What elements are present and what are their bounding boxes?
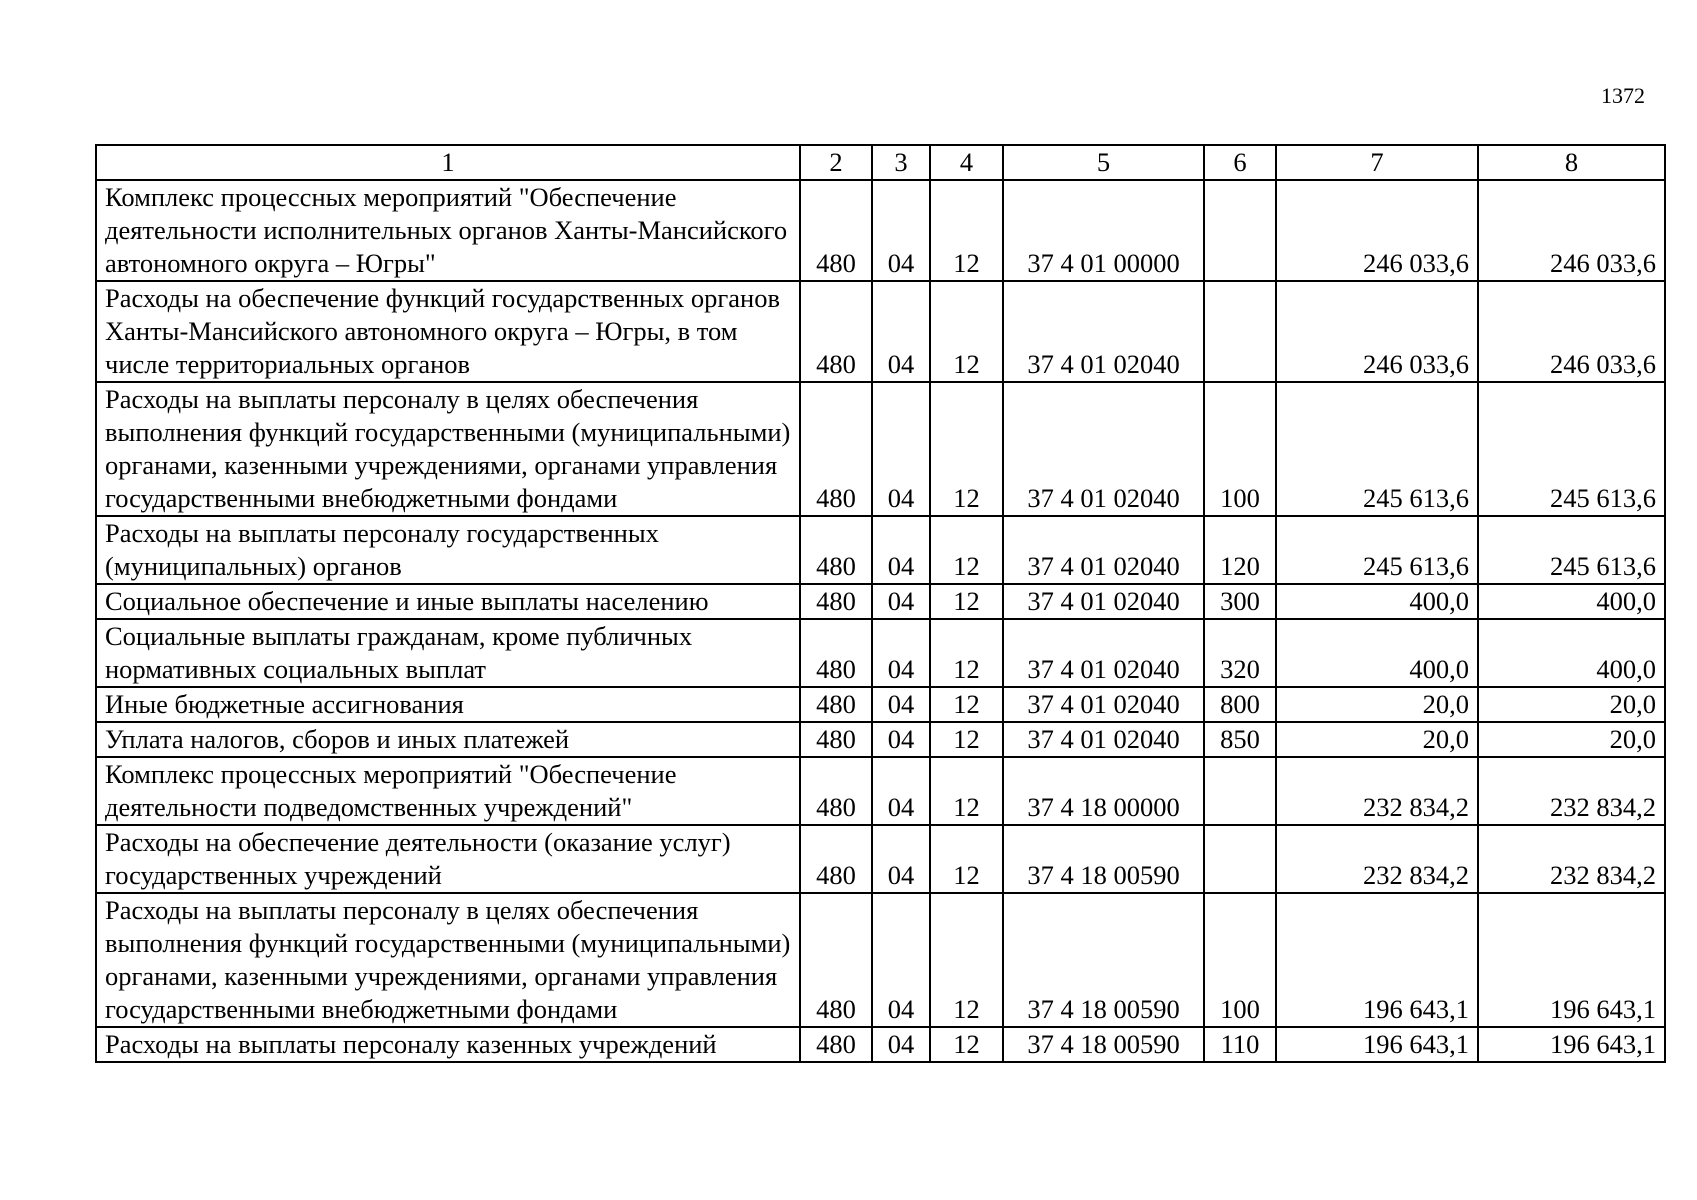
row-amount-7: 20,0: [1276, 687, 1478, 722]
row-amount-7: 246 033,6: [1276, 281, 1478, 382]
header-row: [96, 145, 1665, 180]
row-code-2: 480: [800, 687, 872, 722]
row-amount-8: 20,0: [1478, 687, 1665, 722]
row-amount-7: 232 834,2: [1276, 825, 1478, 893]
row-code-3: 04: [872, 516, 930, 584]
row-amount-7: 245 613,6: [1276, 382, 1478, 516]
column-header-5: 5: [1003, 145, 1204, 180]
row-code-5: 37 4 01 02040: [1003, 281, 1204, 382]
row-code-4: 12: [930, 584, 1003, 619]
row-code-4: 12: [930, 619, 1003, 687]
row-code-6: 300: [1204, 584, 1276, 619]
row-code-3: 04: [872, 1027, 930, 1062]
column-header-2: 2: [800, 145, 872, 180]
row-code-3: 04: [872, 281, 930, 382]
row-amount-8: 400,0: [1478, 584, 1665, 619]
row-amount-8: 245 613,6: [1478, 516, 1665, 584]
row-amount-7: 246 033,6: [1276, 180, 1478, 281]
column-header-3: 3: [872, 145, 930, 180]
table-row: [96, 722, 1665, 757]
row-code-4: 12: [930, 1027, 1003, 1062]
row-code-5: 37 4 18 00590: [1003, 893, 1204, 1027]
row-code-2: 480: [800, 619, 872, 687]
row-amount-7: 196 643,1: [1276, 893, 1478, 1027]
row-code-5: 37 4 18 00000: [1003, 757, 1204, 825]
table-row: [96, 1027, 1665, 1062]
row-amount-8: 232 834,2: [1478, 757, 1665, 825]
table-row: [96, 757, 1665, 825]
row-code-6: [1204, 825, 1276, 893]
row-name: Комплекс процессных мероприятий "Обеспечение деятельности подведомственных учреждений": [96, 757, 800, 825]
row-name: Социальное обеспечение и иные выплаты населению: [96, 584, 800, 619]
row-code-5: 37 4 01 02040: [1003, 584, 1204, 619]
row-amount-7: 20,0: [1276, 722, 1478, 757]
row-code-2: 480: [800, 1027, 872, 1062]
row-code-6: 100: [1204, 893, 1276, 1027]
row-amount-7: 400,0: [1276, 584, 1478, 619]
budget-table: [95, 144, 1666, 1063]
row-code-6: 320: [1204, 619, 1276, 687]
table-row: [96, 687, 1665, 722]
table-row: [96, 180, 1665, 281]
row-amount-8: 400,0: [1478, 619, 1665, 687]
row-code-2: 480: [800, 281, 872, 382]
row-code-3: 04: [872, 722, 930, 757]
row-code-5: 37 4 01 02040: [1003, 619, 1204, 687]
row-code-2: 480: [800, 516, 872, 584]
row-name: Расходы на выплаты персоналу государственных (муниципальных) органов: [96, 516, 800, 584]
row-name: Расходы на выплаты персоналу казенных учреждений: [96, 1027, 800, 1062]
table-row: [96, 281, 1665, 382]
table-row: [96, 825, 1665, 893]
row-amount-8: 246 033,6: [1478, 281, 1665, 382]
row-code-3: 04: [872, 584, 930, 619]
row-code-5: 37 4 18 00590: [1003, 825, 1204, 893]
row-code-5: 37 4 01 02040: [1003, 516, 1204, 584]
row-code-6: 120: [1204, 516, 1276, 584]
row-amount-8: 246 033,6: [1478, 180, 1665, 281]
row-amount-8: 245 613,6: [1478, 382, 1665, 516]
row-name: Расходы на обеспечение деятельности (оказание услуг) государственных учреждений: [96, 825, 800, 893]
row-code-6: 850: [1204, 722, 1276, 757]
row-code-3: 04: [872, 825, 930, 893]
row-amount-8: 196 643,1: [1478, 893, 1665, 1027]
row-code-2: 480: [800, 893, 872, 1027]
row-code-5: 37 4 01 02040: [1003, 382, 1204, 516]
table-row: [96, 516, 1665, 584]
row-code-3: 04: [872, 757, 930, 825]
row-code-2: 480: [800, 584, 872, 619]
row-code-2: 480: [800, 722, 872, 757]
row-code-4: 12: [930, 516, 1003, 584]
row-code-6: [1204, 757, 1276, 825]
row-name: Расходы на выплаты персоналу в целях обеспечения выполнения функций государственными (муниципальными) органами, казенными учреждениями, органами управления государственными внебюджетными фондами: [96, 382, 800, 516]
row-code-3: 04: [872, 893, 930, 1027]
row-code-3: 04: [872, 180, 930, 281]
column-header-6: 6: [1204, 145, 1276, 180]
row-code-4: 12: [930, 722, 1003, 757]
row-name: Социальные выплаты гражданам, кроме публичных нормативных социальных выплат: [96, 619, 800, 687]
row-amount-7: 245 613,6: [1276, 516, 1478, 584]
row-amount-7: 400,0: [1276, 619, 1478, 687]
row-code-4: 12: [930, 382, 1003, 516]
row-code-4: 12: [930, 180, 1003, 281]
row-amount-7: 232 834,2: [1276, 757, 1478, 825]
row-code-2: 480: [800, 180, 872, 281]
table-row: [96, 893, 1665, 1027]
row-name: Расходы на обеспечение функций государственных органов Ханты-Мансийского автономного округа – Югры, в том числе территориальных органов: [96, 281, 800, 382]
row-name: Комплекс процессных мероприятий "Обеспечение деятельности исполнительных органов Ханты-Мансийского автономного округа – Югры": [96, 180, 800, 281]
row-code-5: 37 4 18 00590: [1003, 1027, 1204, 1062]
row-code-2: 480: [800, 825, 872, 893]
row-code-5: 37 4 01 02040: [1003, 722, 1204, 757]
row-name: Иные бюджетные ассигнования: [96, 687, 800, 722]
row-code-5: 37 4 01 00000: [1003, 180, 1204, 281]
table-row: [96, 584, 1665, 619]
row-code-6: 100: [1204, 382, 1276, 516]
row-code-4: 12: [930, 757, 1003, 825]
table-row: [96, 619, 1665, 687]
row-amount-8: 196 643,1: [1478, 1027, 1665, 1062]
row-code-5: 37 4 01 02040: [1003, 687, 1204, 722]
row-code-4: 12: [930, 281, 1003, 382]
row-code-6: [1204, 281, 1276, 382]
row-code-2: 480: [800, 757, 872, 825]
row-code-6: 110: [1204, 1027, 1276, 1062]
page-number: 1372: [1601, 83, 1645, 108]
row-code-3: 04: [872, 619, 930, 687]
row-amount-7: 196 643,1: [1276, 1027, 1478, 1062]
row-code-4: 12: [930, 893, 1003, 1027]
column-header-8: 8: [1478, 145, 1665, 180]
row-code-6: 800: [1204, 687, 1276, 722]
column-header-1: 1: [96, 145, 800, 180]
row-name: Расходы на выплаты персоналу в целях обеспечения выполнения функций государственными (муниципальными) органами, казенными учреждениями, органами управления государственными внебюджетными фондами: [96, 893, 800, 1027]
row-amount-8: 20,0: [1478, 722, 1665, 757]
row-code-3: 04: [872, 382, 930, 516]
row-amount-8: 232 834,2: [1478, 825, 1665, 893]
table-row: [96, 382, 1665, 516]
column-header-4: 4: [930, 145, 1003, 180]
row-code-4: 12: [930, 825, 1003, 893]
row-name: Уплата налогов, сборов и иных платежей: [96, 722, 800, 757]
row-code-3: 04: [872, 687, 930, 722]
row-code-4: 12: [930, 687, 1003, 722]
row-code-2: 480: [800, 382, 872, 516]
column-header-7: 7: [1276, 145, 1478, 180]
row-code-6: [1204, 180, 1276, 281]
